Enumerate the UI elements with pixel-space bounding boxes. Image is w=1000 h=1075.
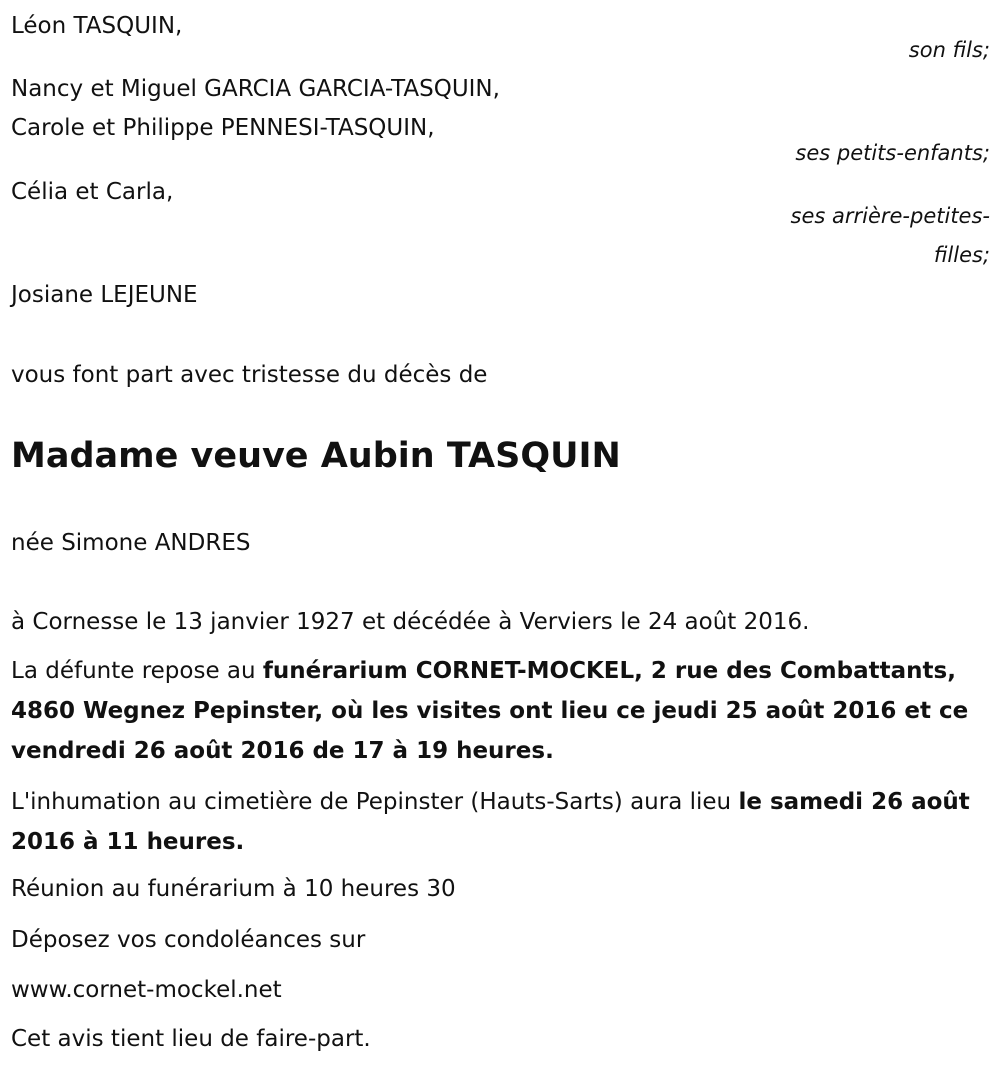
birth-death-dates: à Cornesse le 13 janvier 1927 et décédée à Verviers le 24 août 2016. — [11, 609, 810, 635]
notice-text: Cet avis tient lieu de faire-part. — [11, 1026, 371, 1052]
great-grandchildren-role-line-2: filles; — [933, 243, 990, 267]
burial-paragraph — [11, 782, 986, 862]
burial-details: le samedi 26 août 2016 à 11 heures. — [11, 789, 970, 855]
grandchildren-role: ses petits-enfants; — [795, 141, 990, 165]
reunion-text: Réunion au funérarium à 10 heures 30 — [11, 876, 456, 902]
repose-prefix: La défunte repose au — [11, 658, 263, 684]
son-role: son fils; — [908, 38, 990, 62]
great-grandchildren-role-line-1: ses arrière-petites- — [790, 204, 990, 228]
burial-prefix: L'inhumation au cimetière de Pepinster (Hauts-Sarts) aura lieu — [11, 789, 739, 815]
repose-details: funérarium CORNET-MOCKEL, 2 rue des Combattants, 4860 Wegnez Pepinster, où les visites ont lieu ce jeudi 25 août 2016 et ce vendredi 26 août 2016 de 17 à 19 heures. — [11, 658, 969, 764]
condolences-text: Déposez vos condoléances sur — [11, 927, 366, 953]
grandchildren-line-1: Nancy et Miguel GARCIA GARCIA-TASQUIN, — [11, 76, 500, 102]
grandchildren-line-2: Carole et Philippe PENNESI-TASQUIN, — [11, 115, 435, 141]
great-grandchildren-names: Célia et Carla, — [11, 179, 174, 205]
other-relative: Josiane LEJEUNE — [11, 282, 198, 308]
birth-name: née Simone ANDRES — [11, 530, 251, 556]
website-text: www.cornet-mockel.net — [11, 977, 282, 1003]
repose-paragraph — [11, 651, 986, 771]
announcement-intro: vous font part avec tristesse du décès de — [11, 362, 488, 388]
son-name: Léon TASQUIN, — [11, 13, 183, 39]
deceased-name: Madame veuve Aubin TASQUIN — [11, 436, 621, 476]
